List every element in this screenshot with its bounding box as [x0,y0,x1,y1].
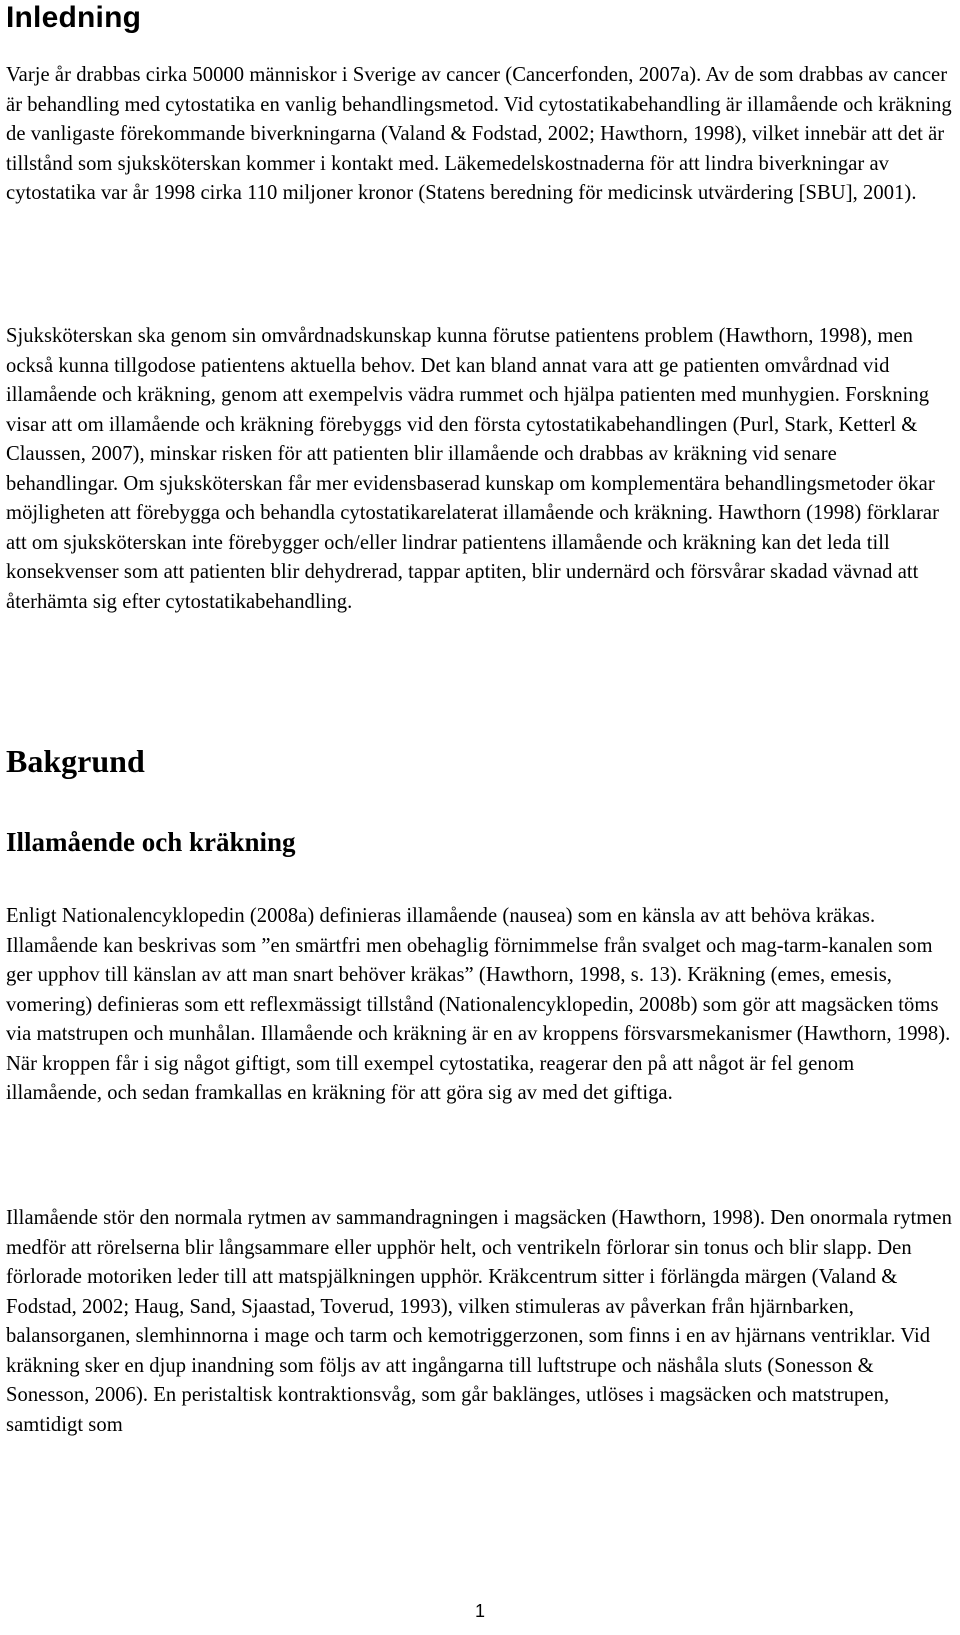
intro-paragraph-1: Varje år drabbas cirka 50000 människor i Sverige av cancer (Cancerfonden, 2007a). Av de som drabbas av cancer är behandling med cytostatika en vanlig behandlingsmetod. Vid cytostatikabehandling är illamående och kräkning de vanligaste förekommande biverkningarna (Valand & Fodstad, 2002; Hawthorn, 1998), vilket innebär att det är tillstånd som sjuksköterskan kommer i kontakt med. Läkemedelskostnaderna för att lindra biverkningar av cytostatika var år 1998 cirka 110 miljoner kronor (Statens beredning för medicinsk utvärdering [SBU], 2001). [6,64,952,204]
heading-illamaende-och-krakning: Illamående och kräkning [6,827,296,857]
heading-bakgrund: Bakgrund [6,743,145,779]
background-paragraph-1: Enligt Nationalencyklopedin (2008a) definieras illamående (nausea) som en känsla av att behöva kräkas. Illamående kan beskrivas som ”en smärtfri men obehaglig förnimmelse från svalget och mag-tarm-kanalen som ger upphov till känslan av att man snart behöver kräkas” (Hawthorn, 1998, s. 13). Kräkning (emes, emesis, vomering) definieras som ett reflexmässigt tillstånd (Nationalencyklopedin, 2008b) som gör att magsäcken töms via matstrupen och munhålan. Illamående och kräkning är en av kroppens försvarsmekanismer (Hawthorn, 1998). När kroppen får i sig något giftigt, som till exempel cytostatika, reagerar den på att något är fel genom illamående, och sedan framkallas en kräkning för att göra sig av med det giftiga. [6,905,951,1104]
page-number: 1 [474,1601,485,1621]
background-paragraph-2: Illamående stör den normala rytmen av sammandragningen i magsäcken (Hawthorn, 1998). Den onormala rytmen medför att rörelserna blir långsammare eller upphör helt, och ventrikeln förlorar sin tonus och blir slapp. Den förlorade motoriken leder till att matspjälkningen upphör. Kräkcentrum sitter i förlängda märgen (Valand & Fodstad, 2002; Haug, Sand, Sjaastad, Toverud, 1993), vilken stimuleras av påverkan från hjärnbarken, balansorganen, slemhinnorna i mage och tarm och kemotriggerzonen, som finns i en av hjärnans ventriklar. Vid kräkning sker en djup inandning som följs av att ingångarna till luftstrupe och näshåla sluts (Sonesson & Sonesson, 2006). En peristaltisk kontraktionsvåg, som går baklänges, utlöses i magsäcken och matstrupen, samtidigt som [6,1207,952,1436]
document-page [6,0,954,1436]
heading-inledning: Inledning [6,1,142,34]
intro-paragraph-2: Sjuksköterskan ska genom sin omvårdnadskunskap kunna förutse patientens problem (Hawthorn, 1998), men också kunna tillgodose patientens aktuella behov. Det kan bland annat vara att ge patienten omvårdnad vid illamående och kräkning, genom att exempelvis vädra rummet och hjälpa patienten med munhygien. Forskning visar att om illamående och kräkning förebyggs vid den första cytostatikabehandlingen (Purl, Stark, Ketterl & Claussen, 2007), minskar risken för att patienten blir illamående och drabbas av kräkning vid senare behandlingar. Om sjuksköterskan får mer evidensbaserad kunskap om komplementära behandlingsmetoder ökar möjligheten att förebygga och behandla cytostatikarelaterat illamående och kräkning. Hawthorn (1998) förklarar att om sjuksköterskan inte förebygger och/eller lindrar patientens illamående och kräkning kan det leda till konsekvenser som att patienten blir dehydrerad, tappar aptiten, blir undernärd och försvårar skadad vävnad att återhämta sig efter cytostatikabehandling. [6,325,940,613]
